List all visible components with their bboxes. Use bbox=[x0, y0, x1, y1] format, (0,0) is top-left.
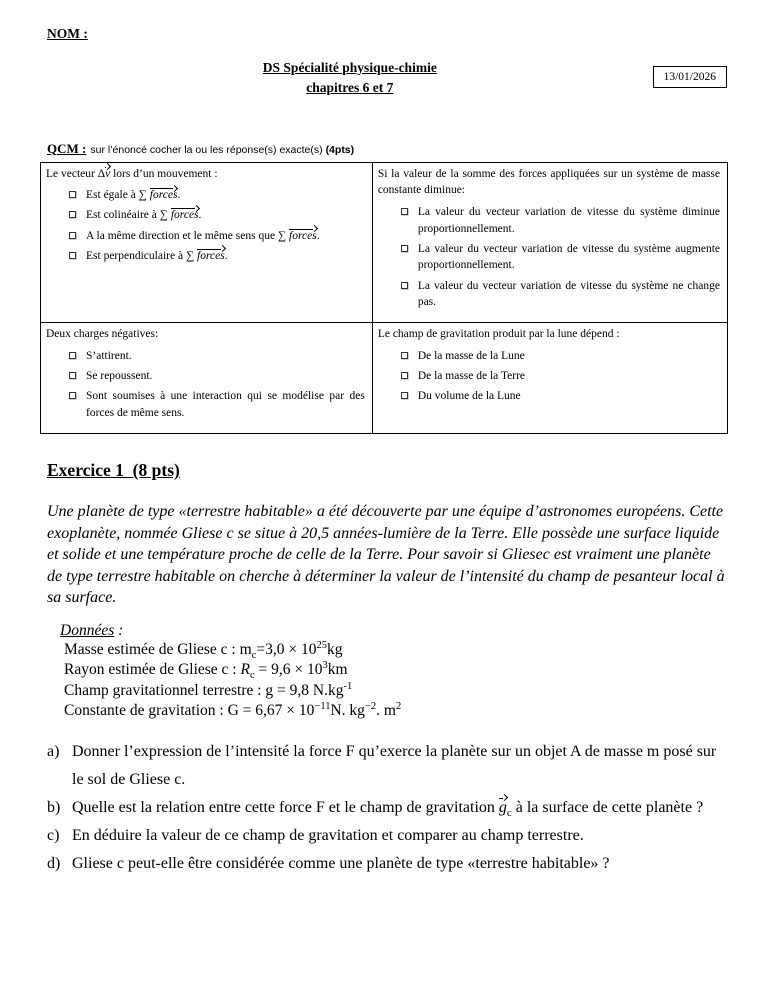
text-segment: Donner l’expression de l’intensité la force F qu’exerce la planète sur un objet A de masse m posé sur le sol de Gliese c. bbox=[72, 742, 717, 788]
text-segment: Deux charges négatives: bbox=[46, 328, 159, 341]
checkbox[interactable] bbox=[69, 211, 76, 218]
checkbox[interactable] bbox=[69, 252, 76, 259]
text-segment: . bbox=[224, 249, 228, 262]
qcm-option-label bbox=[418, 388, 521, 405]
text-segment: Est perpendiculaire à ∑ bbox=[86, 249, 198, 262]
qcm-option bbox=[68, 368, 365, 385]
qcm-option-list bbox=[400, 348, 720, 405]
text-segment: c bbox=[249, 670, 255, 682]
vector-notation: forces bbox=[289, 229, 317, 242]
text-segment: Le vecteur Δ bbox=[46, 167, 106, 180]
question-letter: c) bbox=[47, 826, 60, 844]
qcm-cell-forces-sum bbox=[372, 162, 727, 323]
qcm-cell-vector bbox=[41, 162, 373, 323]
text-segment: De la masse de la Lune bbox=[417, 350, 525, 363]
checkbox[interactable] bbox=[401, 245, 408, 252]
text-segment: . m bbox=[376, 702, 396, 720]
qcm-cell-header bbox=[46, 326, 365, 343]
qcm-option bbox=[400, 368, 720, 385]
question-c bbox=[47, 822, 727, 850]
text-segment: -1 bbox=[343, 680, 353, 692]
checkbox[interactable] bbox=[401, 208, 408, 215]
question-d bbox=[47, 850, 727, 878]
text-segment: c bbox=[251, 649, 257, 661]
qcm-option-label bbox=[86, 388, 365, 421]
qcm-option-label bbox=[86, 368, 152, 385]
qcm-option bbox=[68, 388, 365, 421]
qcm-option-label bbox=[418, 278, 720, 311]
qcm-option-list bbox=[400, 204, 720, 311]
qcm-option-label bbox=[418, 348, 525, 365]
exercise-intro: Une planète de type «terrestre habitable» a été découverte par une équipe d’astronomes européens. Cette exoplanète, nommée Gliese c se situe à 20,5 années-lumière de la Terre. Elle possède une surface liquide et solide et une température proche de celle de la Terre. Pour savoir si Gliesec est vraiment une planète de type terrestre habitable on cherche à déterminer la valeur de l’intensité du champ de pesanteur local à sa surface. bbox=[47, 503, 725, 607]
qcm-label: QCM : bbox=[47, 140, 87, 156]
data-label: Données bbox=[60, 621, 115, 639]
text-segment: Champ gravitationnel terrestre : g = 9,8 N.kg bbox=[64, 681, 344, 699]
question-letter: d) bbox=[47, 854, 61, 872]
question-b bbox=[47, 794, 727, 822]
text-segment: Si la valeur de la somme des forces appliquées sur un système de masse constante diminue: bbox=[377, 167, 720, 197]
text-segment: . bbox=[198, 209, 202, 222]
text-segment: La valeur du vecteur variation de vitesse du système augmente proportionnellement. bbox=[417, 242, 720, 272]
qcm-option-label bbox=[86, 207, 201, 224]
qcm-heading bbox=[47, 141, 727, 157]
qcm-table-row bbox=[41, 323, 728, 434]
text-segment: . bbox=[177, 189, 181, 202]
qcm-instructions: sur l’énoncé cocher la ou les réponse(s) exacte(s) bbox=[90, 143, 326, 156]
text-segment: km bbox=[327, 661, 348, 679]
qcm-cell-moon-field bbox=[372, 323, 727, 434]
qcm-option-label bbox=[86, 187, 180, 204]
text-segment: A la même direction et le même sens que ∑ bbox=[86, 229, 289, 242]
document-header bbox=[47, 58, 727, 99]
text-segment: S’attirent. bbox=[86, 350, 132, 363]
qcm-option-label bbox=[418, 204, 720, 237]
checkbox[interactable] bbox=[69, 191, 76, 198]
text-segment: Se repoussent. bbox=[86, 370, 153, 383]
vector-notation: v bbox=[105, 167, 111, 180]
text-segment: lors d’un mouvement : bbox=[110, 167, 218, 180]
qcm-option-label bbox=[86, 228, 320, 245]
data-section bbox=[47, 622, 727, 722]
question-letter: a) bbox=[47, 742, 60, 760]
vector-notation: g bbox=[498, 798, 507, 816]
checkbox[interactable] bbox=[401, 282, 408, 289]
vector-notation: forces bbox=[149, 189, 178, 202]
nom-label: NOM : bbox=[47, 26, 88, 41]
title-block bbox=[47, 58, 653, 99]
text-segment: 25 bbox=[316, 639, 327, 651]
vector-notation: forces bbox=[197, 249, 225, 262]
text-segment: 3 bbox=[322, 660, 328, 672]
qcm-option bbox=[400, 278, 720, 311]
text-segment: −2 bbox=[364, 701, 377, 713]
text-segment: Sont soumises à une interaction qui se modélise par des forces de même sens. bbox=[86, 390, 365, 420]
qcm-option bbox=[400, 241, 720, 274]
data-line bbox=[64, 681, 727, 702]
text-segment: Constante de gravitation : G = 6,67 × 10 bbox=[64, 702, 315, 720]
question-letter: b) bbox=[47, 798, 61, 816]
checkbox[interactable] bbox=[401, 352, 408, 359]
text-segment: Masse estimée de Gliese c : m bbox=[64, 640, 252, 658]
text-segment: En déduire la valeur de ce champ de gravitation et comparer au champ terrestre. bbox=[72, 826, 584, 844]
checkbox[interactable] bbox=[69, 232, 76, 239]
document-subtitle: chapitres 6 et 7 bbox=[306, 80, 394, 96]
checkbox[interactable] bbox=[69, 372, 76, 379]
text-segment: à la surface de cette planète ? bbox=[511, 798, 704, 816]
data-label-line bbox=[47, 622, 727, 640]
checkbox[interactable] bbox=[401, 372, 408, 379]
text-segment: La valeur du vecteur variation de vitesse du système diminue proportionnellement. bbox=[417, 205, 720, 235]
qcm-option bbox=[68, 207, 365, 224]
text-segment: =3,0 × 10 bbox=[256, 640, 317, 658]
date-box: 13/01/2026 bbox=[653, 66, 727, 88]
exercise-title: Exercice 1 (8 pts) bbox=[47, 460, 180, 481]
questions bbox=[47, 738, 727, 878]
text-segment: Le champ de gravitation produit par la lune dépend : bbox=[377, 328, 620, 341]
qcm-option bbox=[68, 228, 365, 245]
text-segment: Gliese c peut-elle être considérée comme une planète de type «terrestre habitable» ? bbox=[72, 854, 610, 872]
data-label-colon: : bbox=[114, 621, 124, 639]
qcm-table bbox=[40, 162, 728, 435]
text-segment: De la masse de la Terre bbox=[417, 370, 526, 383]
qcm-option-list bbox=[68, 187, 365, 264]
text-segment: Rayon estimée de Gliese c : bbox=[64, 661, 241, 679]
data-line bbox=[64, 660, 727, 681]
qcm-cell-header bbox=[46, 166, 365, 183]
text-segment: Est égale à ∑ bbox=[86, 189, 150, 202]
text-segment: kg bbox=[327, 640, 343, 658]
checkbox[interactable] bbox=[69, 352, 76, 359]
checkbox[interactable] bbox=[69, 392, 76, 399]
text-segment: c bbox=[506, 806, 512, 819]
vector-notation: forces bbox=[170, 209, 199, 222]
text-segment: Du volume de la Lune bbox=[417, 390, 521, 403]
checkbox[interactable] bbox=[401, 392, 408, 399]
qcm-option-label bbox=[86, 248, 228, 265]
qcm-option bbox=[400, 388, 720, 405]
text-segment: La valeur du vecteur variation de vitesse du système ne change pas. bbox=[417, 279, 720, 309]
document-title: DS Spécialité physique-chimie bbox=[262, 60, 437, 75]
qcm-option-label bbox=[86, 348, 132, 365]
text-segment: Est colinéaire à ∑ bbox=[86, 209, 171, 222]
qcm-option bbox=[68, 187, 365, 204]
data-line bbox=[64, 640, 727, 661]
qcm-option-list bbox=[68, 348, 365, 422]
text-segment: = 9,6 × 10 bbox=[254, 661, 323, 679]
qcm-cell-header bbox=[378, 326, 720, 343]
qcm-points: (4pts) bbox=[325, 143, 355, 156]
qcm-option bbox=[68, 248, 365, 265]
text-segment: . bbox=[316, 229, 320, 242]
text-segment: −11 bbox=[314, 701, 331, 713]
qcm-option bbox=[400, 348, 720, 365]
question-a bbox=[47, 738, 727, 794]
text-segment: Quelle est la relation entre cette force F et le champ de gravitation bbox=[72, 798, 499, 816]
qcm-table-row bbox=[41, 162, 728, 323]
data-lines bbox=[47, 640, 727, 722]
qcm-option bbox=[68, 348, 365, 365]
qcm-cell-header bbox=[378, 166, 720, 199]
qcm-option-label bbox=[418, 368, 525, 385]
qcm-option-label bbox=[418, 241, 720, 274]
data-line bbox=[64, 701, 727, 722]
text-segment: N. kg bbox=[330, 702, 365, 720]
text-segment: R bbox=[240, 661, 250, 679]
qcm-option bbox=[400, 204, 720, 237]
qcm-cell-charges bbox=[41, 323, 373, 434]
text-segment: 2 bbox=[395, 701, 402, 713]
